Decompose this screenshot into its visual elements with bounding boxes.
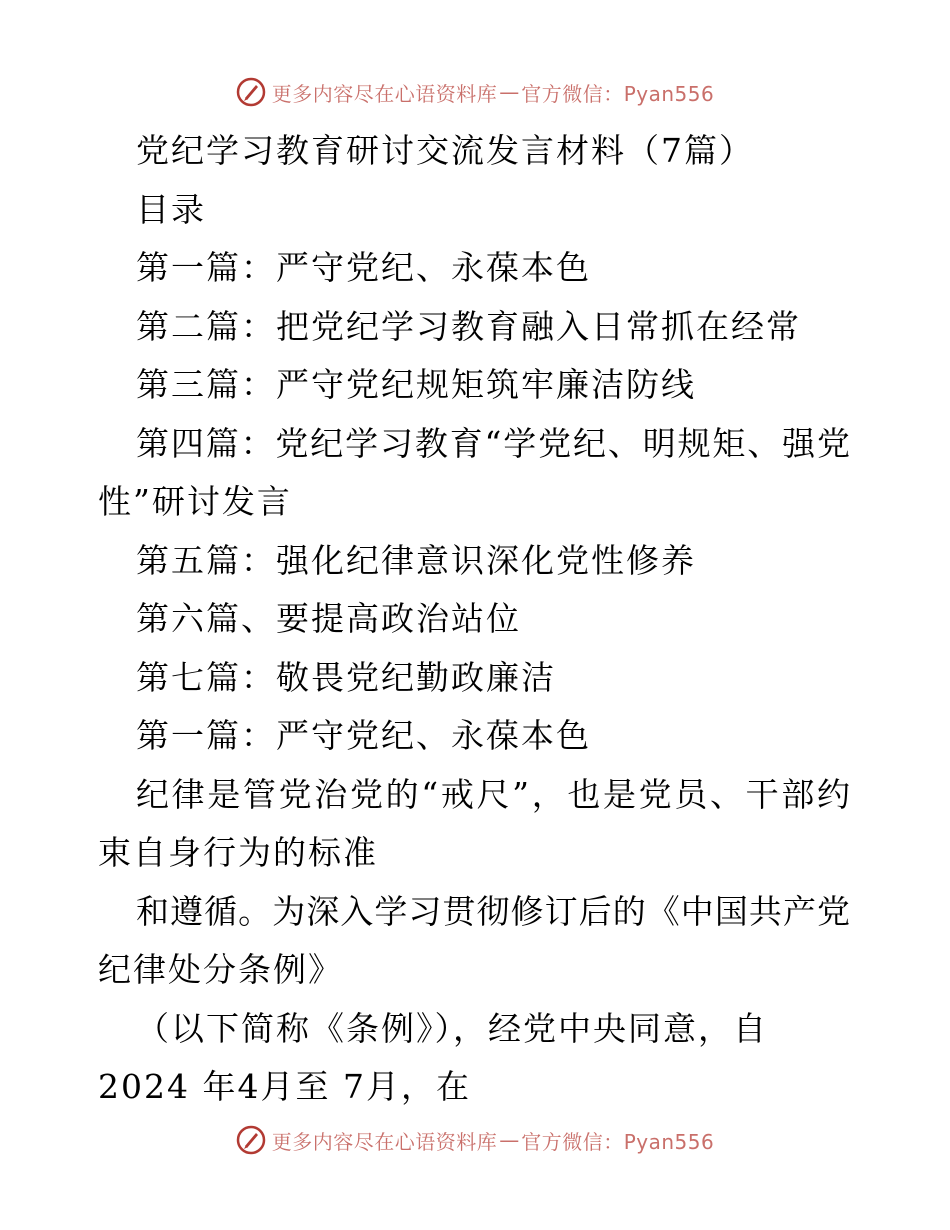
quill-seal-icon	[236, 77, 266, 107]
toc-item: 第三篇：严守党纪规矩筑牢廉洁防线	[136, 365, 696, 404]
body-paragraph-line: 纪律是管党治党的“戒尺”，也是党员、干部约	[136, 774, 850, 814]
body-paragraph-line: 2024 年4月至 7月，在	[98, 1067, 471, 1106]
body-paragraph-line: 束自身行为的标准	[98, 833, 378, 872]
body-paragraph-line: （以下简称《条例》），经党中央同意，自	[136, 1008, 768, 1048]
document-title: 党纪学习教育研讨交流发言材料（7篇）	[136, 131, 754, 170]
toc-item: 第四篇：党纪学习教育“学党纪、明规矩、强党	[136, 423, 850, 463]
body-paragraph-line: 和遵循。为深入学习贯彻修订后的《中国共产党	[136, 891, 850, 931]
watermark-separator: —	[499, 80, 520, 104]
toc-item: 第一篇：严守党纪、永葆本色	[136, 248, 591, 287]
quill-seal-icon	[236, 1125, 266, 1155]
watermark-footer	[0, 1120, 950, 1160]
section-title: 第一篇：严守党纪、永葆本色	[136, 716, 591, 755]
toc-item: 第五篇：强化纪律意识深化党性修养	[136, 540, 696, 580]
toc-item: 第二篇：把党纪学习教育融入日常抓在经常	[136, 306, 801, 346]
watermark-header	[0, 72, 950, 112]
watermark-suffix: 官方微信：Pyan556	[521, 1129, 715, 1154]
toc-item: 第六篇、要提高政治站位	[136, 599, 521, 638]
body-paragraph-line: 纪律处分条例》	[98, 950, 343, 989]
document-body	[98, 122, 850, 1117]
watermark-suffix: 官方微信：Pyan556	[521, 81, 715, 106]
toc-item: 第七篇：敬畏党纪勤政廉洁	[136, 657, 556, 697]
watermark-text: 更多内容尽在心语资料库	[271, 81, 498, 106]
toc-item-continuation: 性”研讨发言	[98, 482, 292, 521]
toc-heading: 目录	[136, 189, 206, 229]
watermark-separator: —	[499, 1128, 520, 1152]
watermark-text: 更多内容尽在心语资料库	[271, 1129, 498, 1154]
